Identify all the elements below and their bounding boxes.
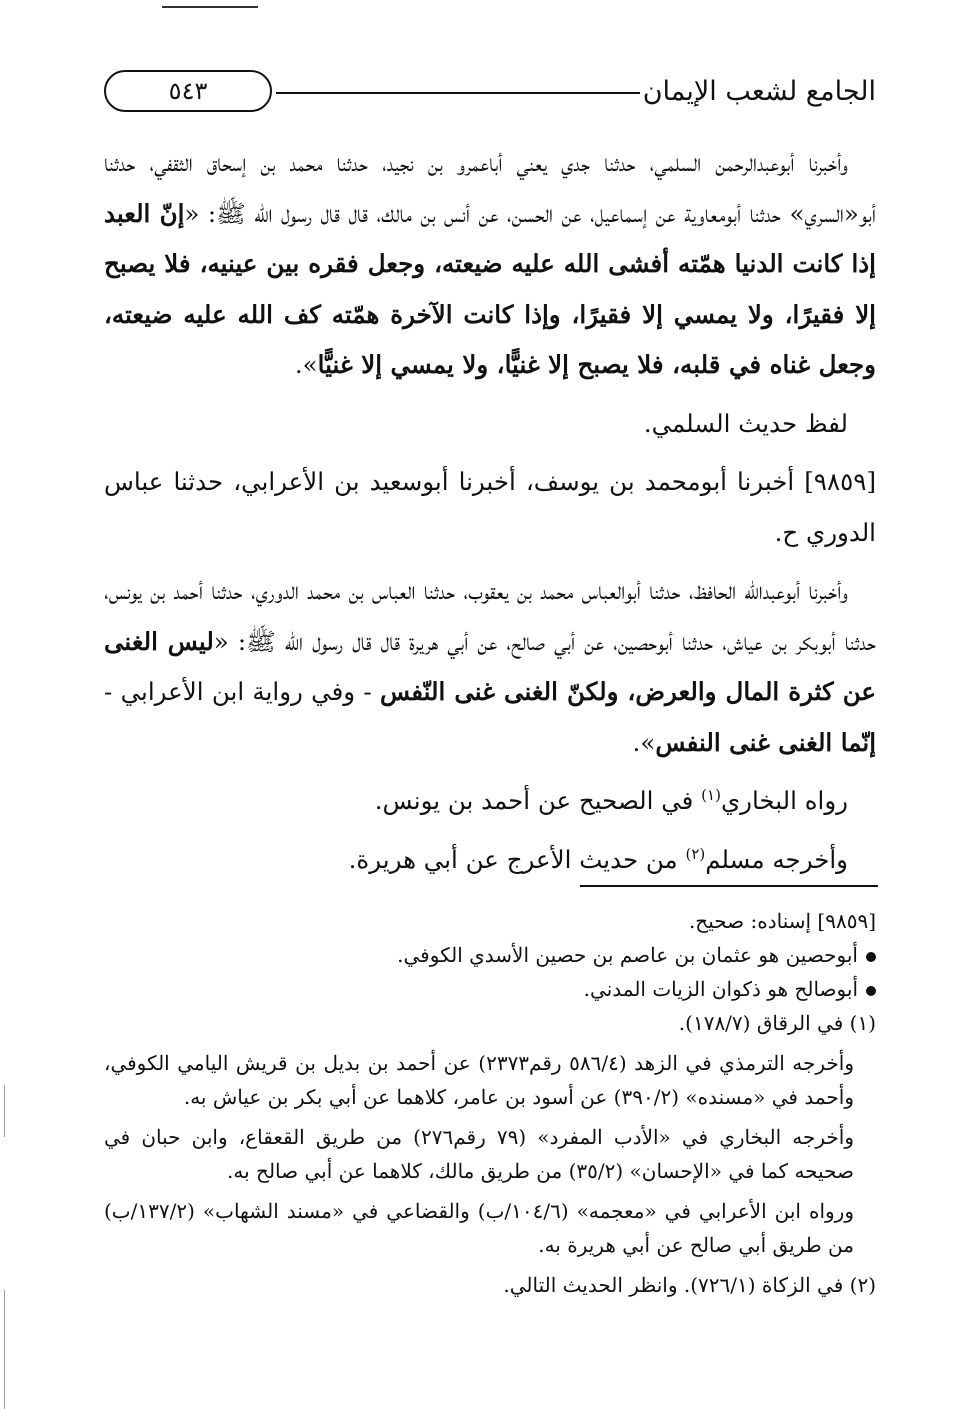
footnote-1: (١) في الرقاق (١٧٨/٧). <box>678 1011 876 1035</box>
muslim-reference-text: وأخرجه مسلم <box>705 844 848 874</box>
hadith-paragraph-2 <box>104 566 876 768</box>
bukhari-reference-text: رواه البخاري <box>720 786 848 815</box>
hadith-paragraph-1 <box>104 138 876 391</box>
hadith-text: إنّ العبد إذا كانت الدنيا همّته أفشى الله عليه ضيعته، وجعل فقره بين عينيه، فلا يصبح إلا فقيرًا، ولا يمسي إلا فقيرًا، وإذا كانت الآخرة همّته كف الله عليه ضيعته، وجعل غناه في قلبه، فلا يصبح إلا غنيًّا، ولا يمسي إلا غنيًّا <box>104 198 876 379</box>
main-text <box>104 138 876 885</box>
isnad-grade: [٩٨٥٩] إسناده: صحيح. <box>688 909 876 933</box>
hadith-9859-chain-text: [٩٨٥٩] أخبرنا أبومحمد بن يوسف، أخبرنا أبوسعيد بن الأعرابي، حدثنا عباس الدوري ح. <box>104 467 876 547</box>
wording-note <box>104 399 876 450</box>
narrator-note-2-text: أبوصالح هو ذكوان الزيات المدني. <box>583 977 858 1001</box>
takhrij-3: ورواه ابن الأعرابي في «معجمه» (١٠٤/٦/ب) والقضاعي في «مسند الشهاب» (١٣٧/٢/ب) من طريق أبي صالح عن أبي هريرة به. <box>104 1199 854 1257</box>
page-header <box>104 68 876 120</box>
narrator-note-1 <box>104 938 876 972</box>
page-number: ٥٤٣ <box>104 70 272 112</box>
narration-chain-2: وأخبرنا أبوعبدالله الحافظ، حدثنا أبوالعباس محمد بن يعقوب، حدثنا العباس بن محمد الدوري، حدثنا أحمد بن يونس، حدثنا أبوبكر بن عياش، حدثنا أبوحصين، عن أبي صالح، عن أبي هريرة قال قال رسول الله ﷺ: « <box>104 576 876 656</box>
hadith-text-2: ليس الغنى عن كثرة المال والعرض، ولكنّ الغنى غنى النّفس <box>104 626 876 706</box>
bukhari-reference <box>104 776 876 827</box>
bukhari-reference-rest: في الصحيح عن أحمد بن يونس. <box>374 786 702 815</box>
takhrij-1: وأخرجه الترمذي في الزهد (٥٨٦/٤ رقم٢٣٧٣) عن أحمد بن بديل بن قريش اليامي الكوفي، وأحمد في «مسنده» (٣٩٠/٢) عن أسود بن عامر، كلاهما عن أبي بكر بن عياش به. <box>104 1051 854 1109</box>
header-rule <box>276 92 640 94</box>
muslim-reference <box>104 835 876 886</box>
narrator-note-1-text: أبوحصين هو عثمان بن عاصم بن حصين الأسدي الكوفي. <box>397 943 858 967</box>
muslim-reference-rest: من حديث الأعرج عن أبي هريرة. <box>348 844 686 874</box>
margin-mark <box>4 1290 5 1409</box>
hadith-variant-text: إنّما الغنى غنى النفس <box>655 727 876 757</box>
bullet-icon <box>866 986 876 996</box>
footnote-separator <box>580 885 878 887</box>
narration-chain: وأخبرنا أبوعبدالرحمن السلمي، حدثنا جدي يعني أباعمرو بن نجيد، حدثنا محمد بن إسحاق الثقفي، حدثنا أبو«السري» حدثنا أبومعاوية عن إسماعيل، عن الحسن، عن أنس بن مالك، قال قال رسول الله ﷺ: « <box>104 148 876 228</box>
footnote-ref-2[interactable]: (٢) <box>685 844 706 863</box>
narrator-note-2 <box>104 972 876 1006</box>
margin-mark <box>4 1085 5 1137</box>
footnote-ref-1[interactable]: (١) <box>701 785 721 804</box>
wording-note-text: لفظ حديث السلمي. <box>643 408 848 438</box>
hadith-9859-chain <box>104 457 876 558</box>
takhrij-2: وأخرجه البخاري في «الأدب المفرد» (٧٩ رقم٢٧٦) من طريق القعقاع، وابن حبان في صحيحه كما في «الإحسان» (٣٥/٢) من طريق مالك، كلاهما عن أبي صالح به. <box>104 1125 855 1183</box>
closing-quote: ». <box>294 350 318 379</box>
bullet-icon <box>866 952 876 962</box>
top-edge-rule <box>162 6 258 8</box>
footnotes <box>104 904 876 1302</box>
running-title: الجامع لشعب الإيمان <box>642 76 876 107</box>
closing-quote-2: ». <box>632 727 656 757</box>
footnote-2: (٢) في الزكاة (٧٢٦/١). وانظر الحديث التالي. <box>503 1273 876 1297</box>
variant-note: - وفي رواية ابن الأعرابي - <box>104 677 381 706</box>
